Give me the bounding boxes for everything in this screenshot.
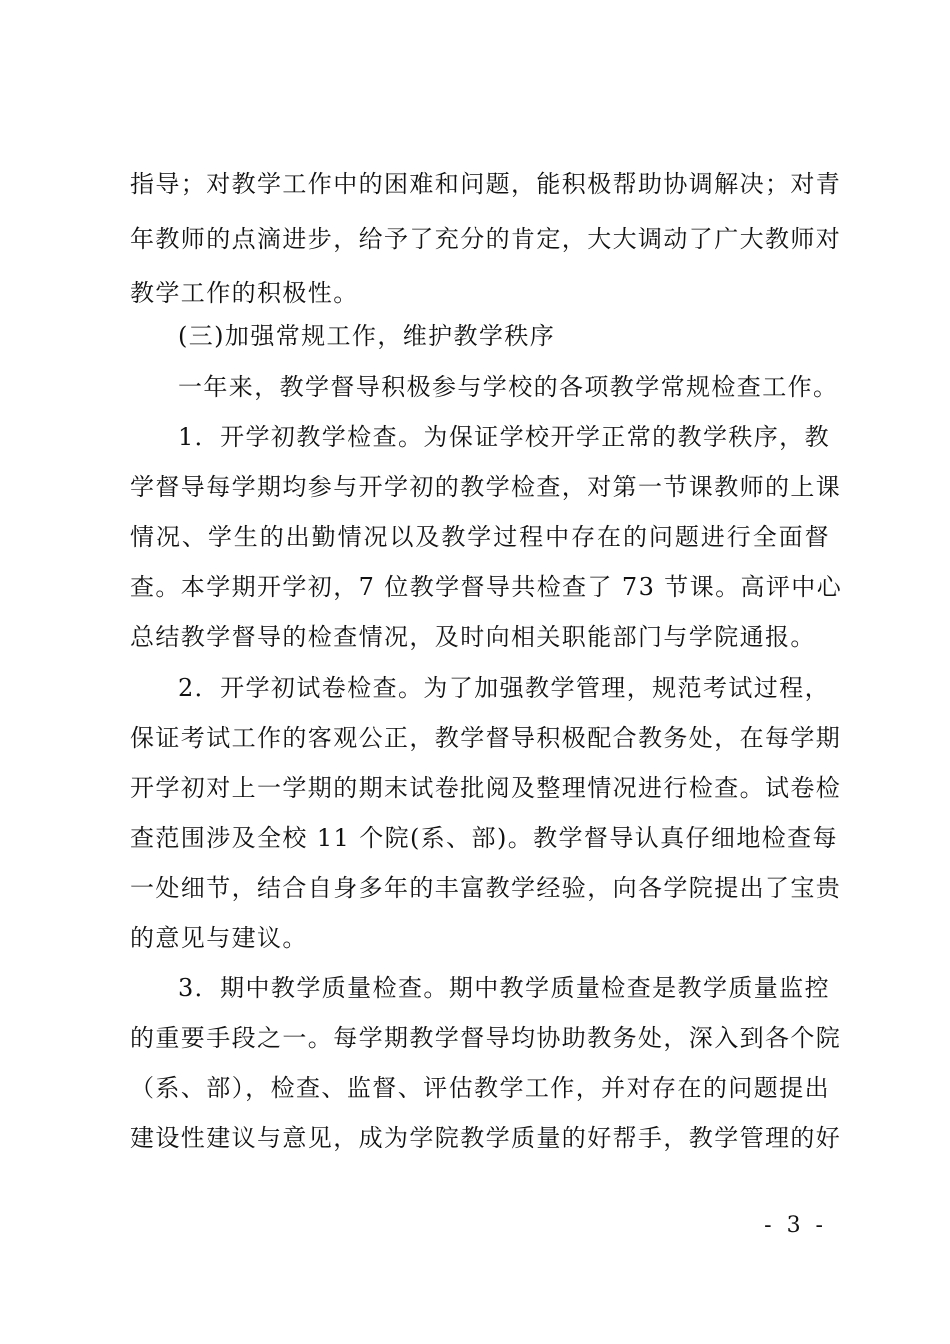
body-text-line: 开学初对上一学期的期末试卷批阅及整理情况进行检查。试卷检: [130, 774, 842, 802]
page-number: - 3 -: [764, 1213, 827, 1238]
body-text-line: 情况、学生的出勤情况以及教学过程中存在的问题进行全面督: [130, 523, 830, 551]
body-text-line: 的重要手段之一。每学期教学督导均协助教务处，深入到各个院: [130, 1024, 842, 1052]
body-text-line: 建设性建议与意见，成为学院教学质量的好帮手，教学管理的好: [130, 1124, 842, 1152]
body-text-line: 保证考试工作的客观公正，教学督导积极配合教务处，在每学期: [130, 724, 842, 752]
body-text-line: 年教师的点滴进步，给予了充分的肯定，大大调动了广大教师对: [130, 225, 842, 253]
body-text-line: 教学工作的积极性。: [130, 279, 359, 307]
section-heading: (三)加强常规工作，维护教学秩序: [178, 322, 556, 350]
list-item-heading: 1．开学初教学检查。为保证学校开学正常的教学秩序，教: [178, 423, 830, 451]
body-text-line: 查范围涉及全校 11 个院(系、部)。教学督导认真仔细地检查每: [130, 824, 838, 852]
list-item-heading: 3．期中教学质量检查。期中教学质量检查是教学质量监控: [178, 974, 830, 1002]
body-text-line: 学督导每学期均参与开学初的教学检查，对第一节课教师的上课: [130, 473, 842, 501]
body-text-line: 查。本学期开学初，7 位教学督导共检查了 73 节课。高评中心: [130, 573, 843, 601]
body-text-line: 总结教学督导的检查情况，及时向相关职能部门与学院通报。: [130, 623, 816, 651]
body-text-line: 的意见与建议。: [130, 924, 308, 952]
body-text-line: （系、部），检查、监督、评估教学工作，并对存在的问题提出: [130, 1074, 830, 1102]
body-text-line: 一年来，教学督导积极参与学校的各项教学常规检查工作。: [178, 373, 839, 401]
body-text-line: 指导；对教学工作中的困难和问题，能积极帮助协调解决；对青: [130, 170, 842, 198]
list-item-heading: 2．开学初试卷检查。为了加强教学管理，规范考试过程，: [178, 674, 830, 702]
body-text-line: 一处细节，结合自身多年的丰富教学经验，向各学院提出了宝贵: [130, 874, 842, 902]
